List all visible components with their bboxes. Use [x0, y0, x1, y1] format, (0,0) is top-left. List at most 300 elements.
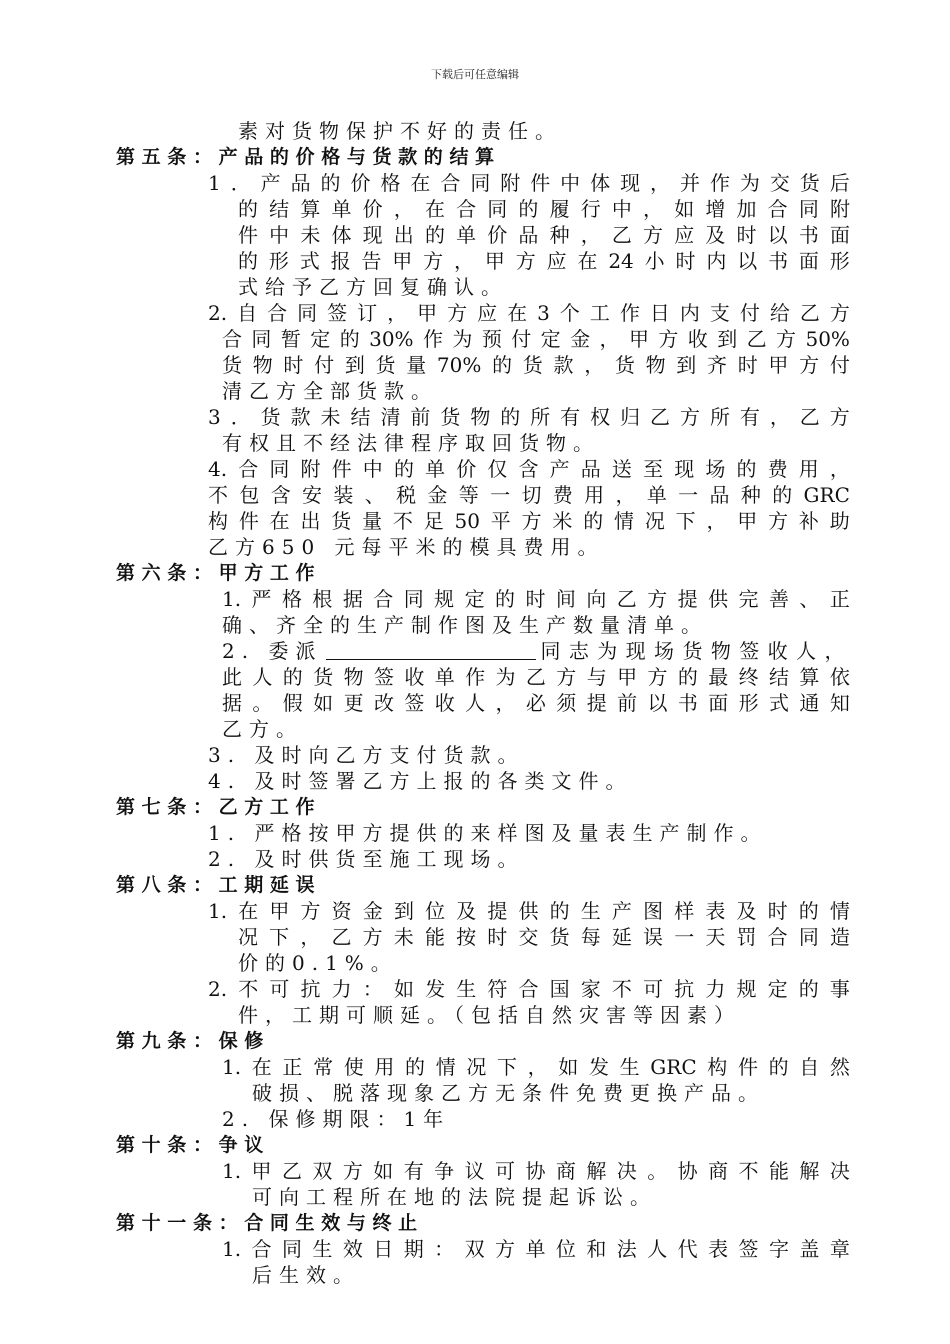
char: 供	[708, 587, 729, 611]
char: 时	[283, 353, 304, 377]
char: ，	[584, 353, 605, 377]
char: 善	[768, 587, 789, 611]
char: 结	[350, 405, 371, 429]
char: 提	[677, 587, 698, 611]
char: 定	[767, 977, 788, 1001]
char: 付	[739, 301, 760, 325]
char: 方	[556, 665, 577, 689]
char: 。	[647, 1159, 668, 1183]
clause-line	[238, 196, 850, 222]
char: 包	[239, 483, 260, 507]
char: 金	[570, 327, 591, 351]
char: 的	[238, 249, 258, 273]
char: 面	[708, 691, 729, 715]
char: 必	[525, 691, 546, 715]
char: 知	[829, 691, 850, 715]
char: 时	[487, 925, 508, 949]
char: ．	[230, 405, 251, 429]
char: ，	[580, 223, 601, 247]
char: 方	[423, 249, 444, 273]
char: ，	[300, 925, 321, 949]
char: 时	[525, 587, 546, 611]
char: 现	[362, 223, 383, 247]
char: 个	[559, 301, 580, 325]
char: 误	[643, 925, 664, 949]
char: 决	[616, 1159, 637, 1183]
char: 解	[586, 1159, 607, 1183]
char: 未	[393, 925, 414, 949]
char: 产	[260, 171, 281, 195]
char: 严	[251, 587, 272, 611]
char: 应	[674, 223, 695, 247]
clause-line	[238, 248, 850, 274]
char: 提	[487, 899, 508, 923]
char: ，	[706, 509, 727, 533]
char: 生	[456, 977, 477, 1001]
char: 助	[829, 509, 850, 533]
char: 内	[706, 249, 727, 273]
char: 事	[829, 977, 850, 1001]
char: 与	[586, 665, 607, 689]
char: 税	[396, 483, 417, 507]
char: 乙	[525, 665, 546, 689]
char: 用	[374, 1055, 395, 1079]
char: 方	[300, 899, 321, 923]
char: 场	[705, 457, 726, 481]
char: 结	[769, 665, 790, 689]
char: 件	[238, 223, 258, 247]
clause-line	[222, 1158, 850, 1184]
char: 到	[393, 899, 414, 923]
char: 签	[738, 1237, 759, 1261]
char: 支	[709, 301, 730, 325]
char: 方	[362, 925, 383, 949]
char: 件	[737, 1055, 758, 1079]
char: 行	[580, 197, 601, 221]
char: 3	[537, 301, 550, 325]
clause-line: 3. 及时向乙方支付货款。	[208, 743, 525, 767]
char: 可	[495, 1159, 516, 1183]
char: 、	[364, 483, 385, 507]
char: 付	[511, 327, 532, 351]
char: 报	[330, 249, 351, 273]
char: 决	[829, 1159, 850, 1183]
char: 有	[739, 405, 760, 429]
char: 书	[677, 691, 698, 715]
char: 规	[434, 587, 455, 611]
char: 应	[477, 301, 498, 325]
char: 送	[611, 457, 632, 481]
char: 1.	[222, 1159, 242, 1183]
char: 方	[495, 1237, 516, 1261]
char: 商	[708, 1159, 729, 1183]
char: 1.	[222, 1237, 242, 1261]
char: 前	[410, 405, 431, 429]
char: 物	[343, 665, 364, 689]
char: 定	[310, 327, 331, 351]
char: 货	[799, 171, 820, 195]
char: 法	[616, 1237, 637, 1261]
char: 体	[331, 223, 352, 247]
char: 附	[829, 197, 850, 221]
char: 附	[500, 171, 521, 195]
char: ，	[599, 327, 620, 351]
char: 的	[583, 509, 604, 533]
char: 况	[466, 1055, 487, 1079]
clause-line: 1. 严格按甲方提供的来样图及量表生产制作。	[208, 821, 768, 845]
char: 后	[829, 171, 850, 195]
char: 、	[799, 587, 820, 611]
char: 仅	[487, 457, 508, 481]
char: 方	[647, 587, 668, 611]
char: 足	[423, 509, 444, 533]
char: 盖	[799, 1237, 820, 1261]
char: ，	[393, 197, 414, 221]
char: 甲	[768, 353, 789, 377]
char: 中	[362, 457, 383, 481]
char: 乙	[799, 405, 820, 429]
char: 单	[646, 483, 667, 507]
char: 的	[500, 405, 521, 429]
char: 价	[350, 171, 371, 195]
char: 前	[617, 691, 638, 715]
char: 单	[434, 665, 455, 689]
clause-line: 确、齐全的生产制作图及生产数量清单。	[222, 613, 708, 637]
char: 货	[522, 353, 543, 377]
clause-line: 2. 保修期限：1年	[222, 1107, 451, 1131]
char: 50	[454, 509, 480, 533]
char: 1	[208, 171, 221, 195]
char: 中	[611, 197, 632, 221]
char: 书	[798, 223, 819, 247]
char: 暂	[280, 327, 301, 351]
char: 为	[452, 327, 473, 351]
char: 规	[736, 977, 757, 1001]
article-heading: 第六条：甲方工作	[116, 562, 322, 584]
char: 面	[798, 249, 819, 273]
clause-line	[222, 352, 850, 378]
char: ：	[362, 977, 383, 1001]
char: 通	[799, 691, 820, 715]
char: 乙	[650, 405, 671, 429]
article-heading: 第十一条：合同生效与终止	[116, 1212, 424, 1234]
char: 的	[549, 899, 570, 923]
char: 在	[269, 509, 290, 533]
char: 价	[487, 223, 508, 247]
char: 下	[675, 509, 696, 533]
char: 的	[339, 327, 360, 351]
char: 如	[393, 977, 414, 1001]
char: 更	[343, 691, 364, 715]
char: 正	[829, 587, 850, 611]
char: 情	[614, 509, 635, 533]
char: 格	[281, 587, 302, 611]
char: 向	[586, 587, 607, 611]
char: 方	[515, 249, 536, 273]
clause-line	[208, 508, 850, 534]
char: 协	[677, 1159, 698, 1183]
char: 解	[799, 1159, 820, 1183]
clause-line	[238, 924, 850, 950]
char: 至	[643, 457, 664, 481]
char: 式	[299, 249, 320, 273]
char: 品	[518, 223, 539, 247]
char: 件	[530, 171, 551, 195]
clause-line: 价的0.1%。	[238, 951, 398, 975]
char: 付	[829, 353, 850, 377]
char: 格	[380, 171, 401, 195]
char: 甲	[269, 899, 290, 923]
char: 并	[679, 171, 700, 195]
char: 商	[555, 1159, 576, 1183]
char: 量	[406, 353, 427, 377]
char: 款	[290, 405, 311, 429]
char: 假	[282, 691, 303, 715]
char: 费	[552, 483, 573, 507]
char: 货	[614, 353, 635, 377]
char: 产	[611, 899, 632, 923]
char: 工	[589, 301, 610, 325]
char: 归	[620, 405, 641, 429]
char: 同	[251, 327, 272, 351]
char: 图	[643, 899, 664, 923]
char: 生	[580, 899, 601, 923]
char: 物	[470, 405, 491, 429]
char: 费	[767, 457, 788, 481]
char: 定	[540, 327, 561, 351]
clause-line: 4. 及时签署乙方上报的各类文件。	[208, 769, 633, 793]
char: 下	[269, 925, 290, 949]
char: 双	[312, 1159, 333, 1183]
char: 按	[456, 925, 477, 949]
char: 及	[705, 223, 726, 247]
char: 现	[620, 171, 641, 195]
char: 国	[549, 977, 570, 1001]
char: 家	[580, 977, 601, 1001]
char: 样	[674, 899, 695, 923]
char: 乙	[746, 327, 767, 351]
char: 同	[798, 925, 819, 949]
char: 同	[269, 457, 290, 481]
signatory-blank	[326, 641, 536, 660]
char: 合	[373, 587, 394, 611]
char: 合	[440, 171, 461, 195]
char: 协	[525, 1159, 546, 1183]
char: 含	[270, 483, 291, 507]
char: 内	[679, 301, 700, 325]
char: 1.	[208, 899, 228, 923]
clause-line	[208, 300, 850, 326]
char: 安	[302, 483, 323, 507]
char: 未	[320, 405, 341, 429]
char: ，	[650, 171, 671, 195]
clause-line	[208, 482, 850, 508]
char: 以	[767, 223, 788, 247]
char: 以	[737, 249, 758, 273]
char: 方	[768, 509, 789, 533]
char: 时	[737, 353, 758, 377]
char: 生	[312, 1237, 333, 1261]
char: 收	[404, 665, 425, 689]
char: 代	[677, 1237, 698, 1261]
char: 用	[584, 483, 605, 507]
char: 种	[740, 483, 761, 507]
char: 造	[829, 925, 850, 949]
clause-line	[208, 404, 850, 430]
char: 量	[362, 509, 383, 533]
char: 单	[425, 457, 446, 481]
char: 50%	[805, 327, 850, 351]
char: 4.	[208, 457, 228, 481]
char: 的	[282, 665, 303, 689]
char: 如	[558, 1055, 579, 1079]
article-heading: 第十条：争议	[116, 1134, 270, 1156]
char: 式	[769, 691, 790, 715]
char: 出	[300, 509, 321, 533]
char: GRC	[650, 1055, 697, 1079]
char: 方	[643, 223, 664, 247]
char: 米	[552, 509, 573, 533]
char: 应	[546, 249, 567, 273]
char: 货	[260, 405, 281, 429]
char: 在	[238, 899, 259, 923]
char: ，	[454, 249, 475, 273]
char: 书	[768, 249, 789, 273]
char: 价	[456, 457, 477, 481]
char: 完	[738, 587, 759, 611]
char: 小	[644, 249, 665, 273]
char: 同	[297, 301, 318, 325]
char: GRC	[803, 483, 850, 507]
char: 乙	[331, 925, 352, 949]
char: 方	[658, 327, 679, 351]
char: 每	[580, 925, 601, 949]
clause-line: 乙方650 元每平米的模具费用。	[208, 535, 605, 559]
char: 乙	[799, 301, 820, 325]
char: ，	[527, 1055, 548, 1079]
char: 方	[829, 301, 850, 325]
char: 30%	[369, 327, 414, 351]
char: 方	[799, 353, 820, 377]
char: 的	[495, 587, 516, 611]
char: 同	[470, 171, 491, 195]
clause-line: 素对货物保护不好的责任。	[238, 119, 562, 143]
char: 期	[403, 1237, 424, 1261]
char: 的	[320, 171, 341, 195]
char: 补	[798, 509, 819, 533]
char: 甲	[617, 665, 638, 689]
char: 合	[767, 925, 788, 949]
char: 的	[518, 197, 539, 221]
char: 付	[314, 353, 335, 377]
char: 切	[521, 483, 542, 507]
char: 体	[590, 171, 611, 195]
char: 货	[549, 925, 570, 949]
char: 权	[590, 405, 611, 429]
char: 的	[424, 223, 445, 247]
char: 如	[674, 197, 695, 221]
char: 时	[767, 899, 788, 923]
char: 所	[530, 405, 551, 429]
char: 的	[772, 483, 793, 507]
char: 到	[344, 353, 365, 377]
char: 方	[342, 1159, 363, 1183]
char: 乙	[281, 1159, 302, 1183]
char: 双	[464, 1237, 485, 1261]
char: 方	[679, 405, 700, 429]
char: 收	[687, 327, 708, 351]
char: 乙	[616, 587, 637, 611]
char: 字	[768, 1237, 789, 1261]
char: 结	[269, 197, 290, 221]
char: 算	[799, 665, 820, 689]
char: 人	[252, 665, 273, 689]
char: 作	[619, 301, 640, 325]
char: 终	[738, 665, 759, 689]
char: 方	[829, 405, 850, 429]
char: 甲	[737, 509, 758, 533]
char: 然	[829, 1055, 850, 1079]
char: 交	[518, 925, 539, 949]
char: 作	[465, 665, 486, 689]
char: 清	[380, 405, 401, 429]
char: 2.	[208, 977, 228, 1001]
char: 合	[267, 301, 288, 325]
char: 形	[268, 249, 289, 273]
char: 合	[222, 327, 242, 351]
char: 物	[645, 353, 666, 377]
char: 一	[674, 925, 695, 949]
char: 等	[458, 483, 479, 507]
char: 以	[647, 691, 668, 715]
char: 的	[393, 457, 414, 481]
char: 合	[518, 977, 539, 1001]
char: 24	[608, 249, 634, 273]
char: 签	[373, 665, 394, 689]
char: 依	[829, 665, 850, 689]
char: 在	[507, 301, 528, 325]
char: ，	[615, 483, 636, 507]
article-heading: 第七条：乙方工作	[116, 796, 322, 818]
char: 面	[829, 223, 850, 247]
char: 方	[521, 509, 542, 533]
article-heading: 第五条：产品的价格与货款的结算	[116, 146, 501, 168]
char: 单	[456, 223, 477, 247]
char: 在	[410, 171, 431, 195]
clause-line	[238, 222, 850, 248]
char: 甲	[628, 327, 649, 351]
char: 品	[709, 483, 730, 507]
char: 产	[549, 457, 570, 481]
char: 在	[424, 197, 445, 221]
char: 所	[709, 405, 730, 429]
char: 日	[649, 301, 670, 325]
char: 乙	[611, 223, 632, 247]
char: 发	[588, 1055, 609, 1079]
char: 用	[798, 457, 819, 481]
char: 的	[798, 977, 819, 1001]
char: 根	[312, 587, 333, 611]
char: 况	[238, 925, 258, 949]
char: 供	[518, 899, 539, 923]
page-header: 下载后可任意编辑	[431, 68, 519, 81]
char: 装	[333, 483, 354, 507]
char: 加	[736, 197, 757, 221]
char: 最	[708, 665, 729, 689]
char: 3	[208, 405, 221, 429]
char: 合	[251, 1237, 272, 1261]
char: 效	[342, 1237, 363, 1261]
